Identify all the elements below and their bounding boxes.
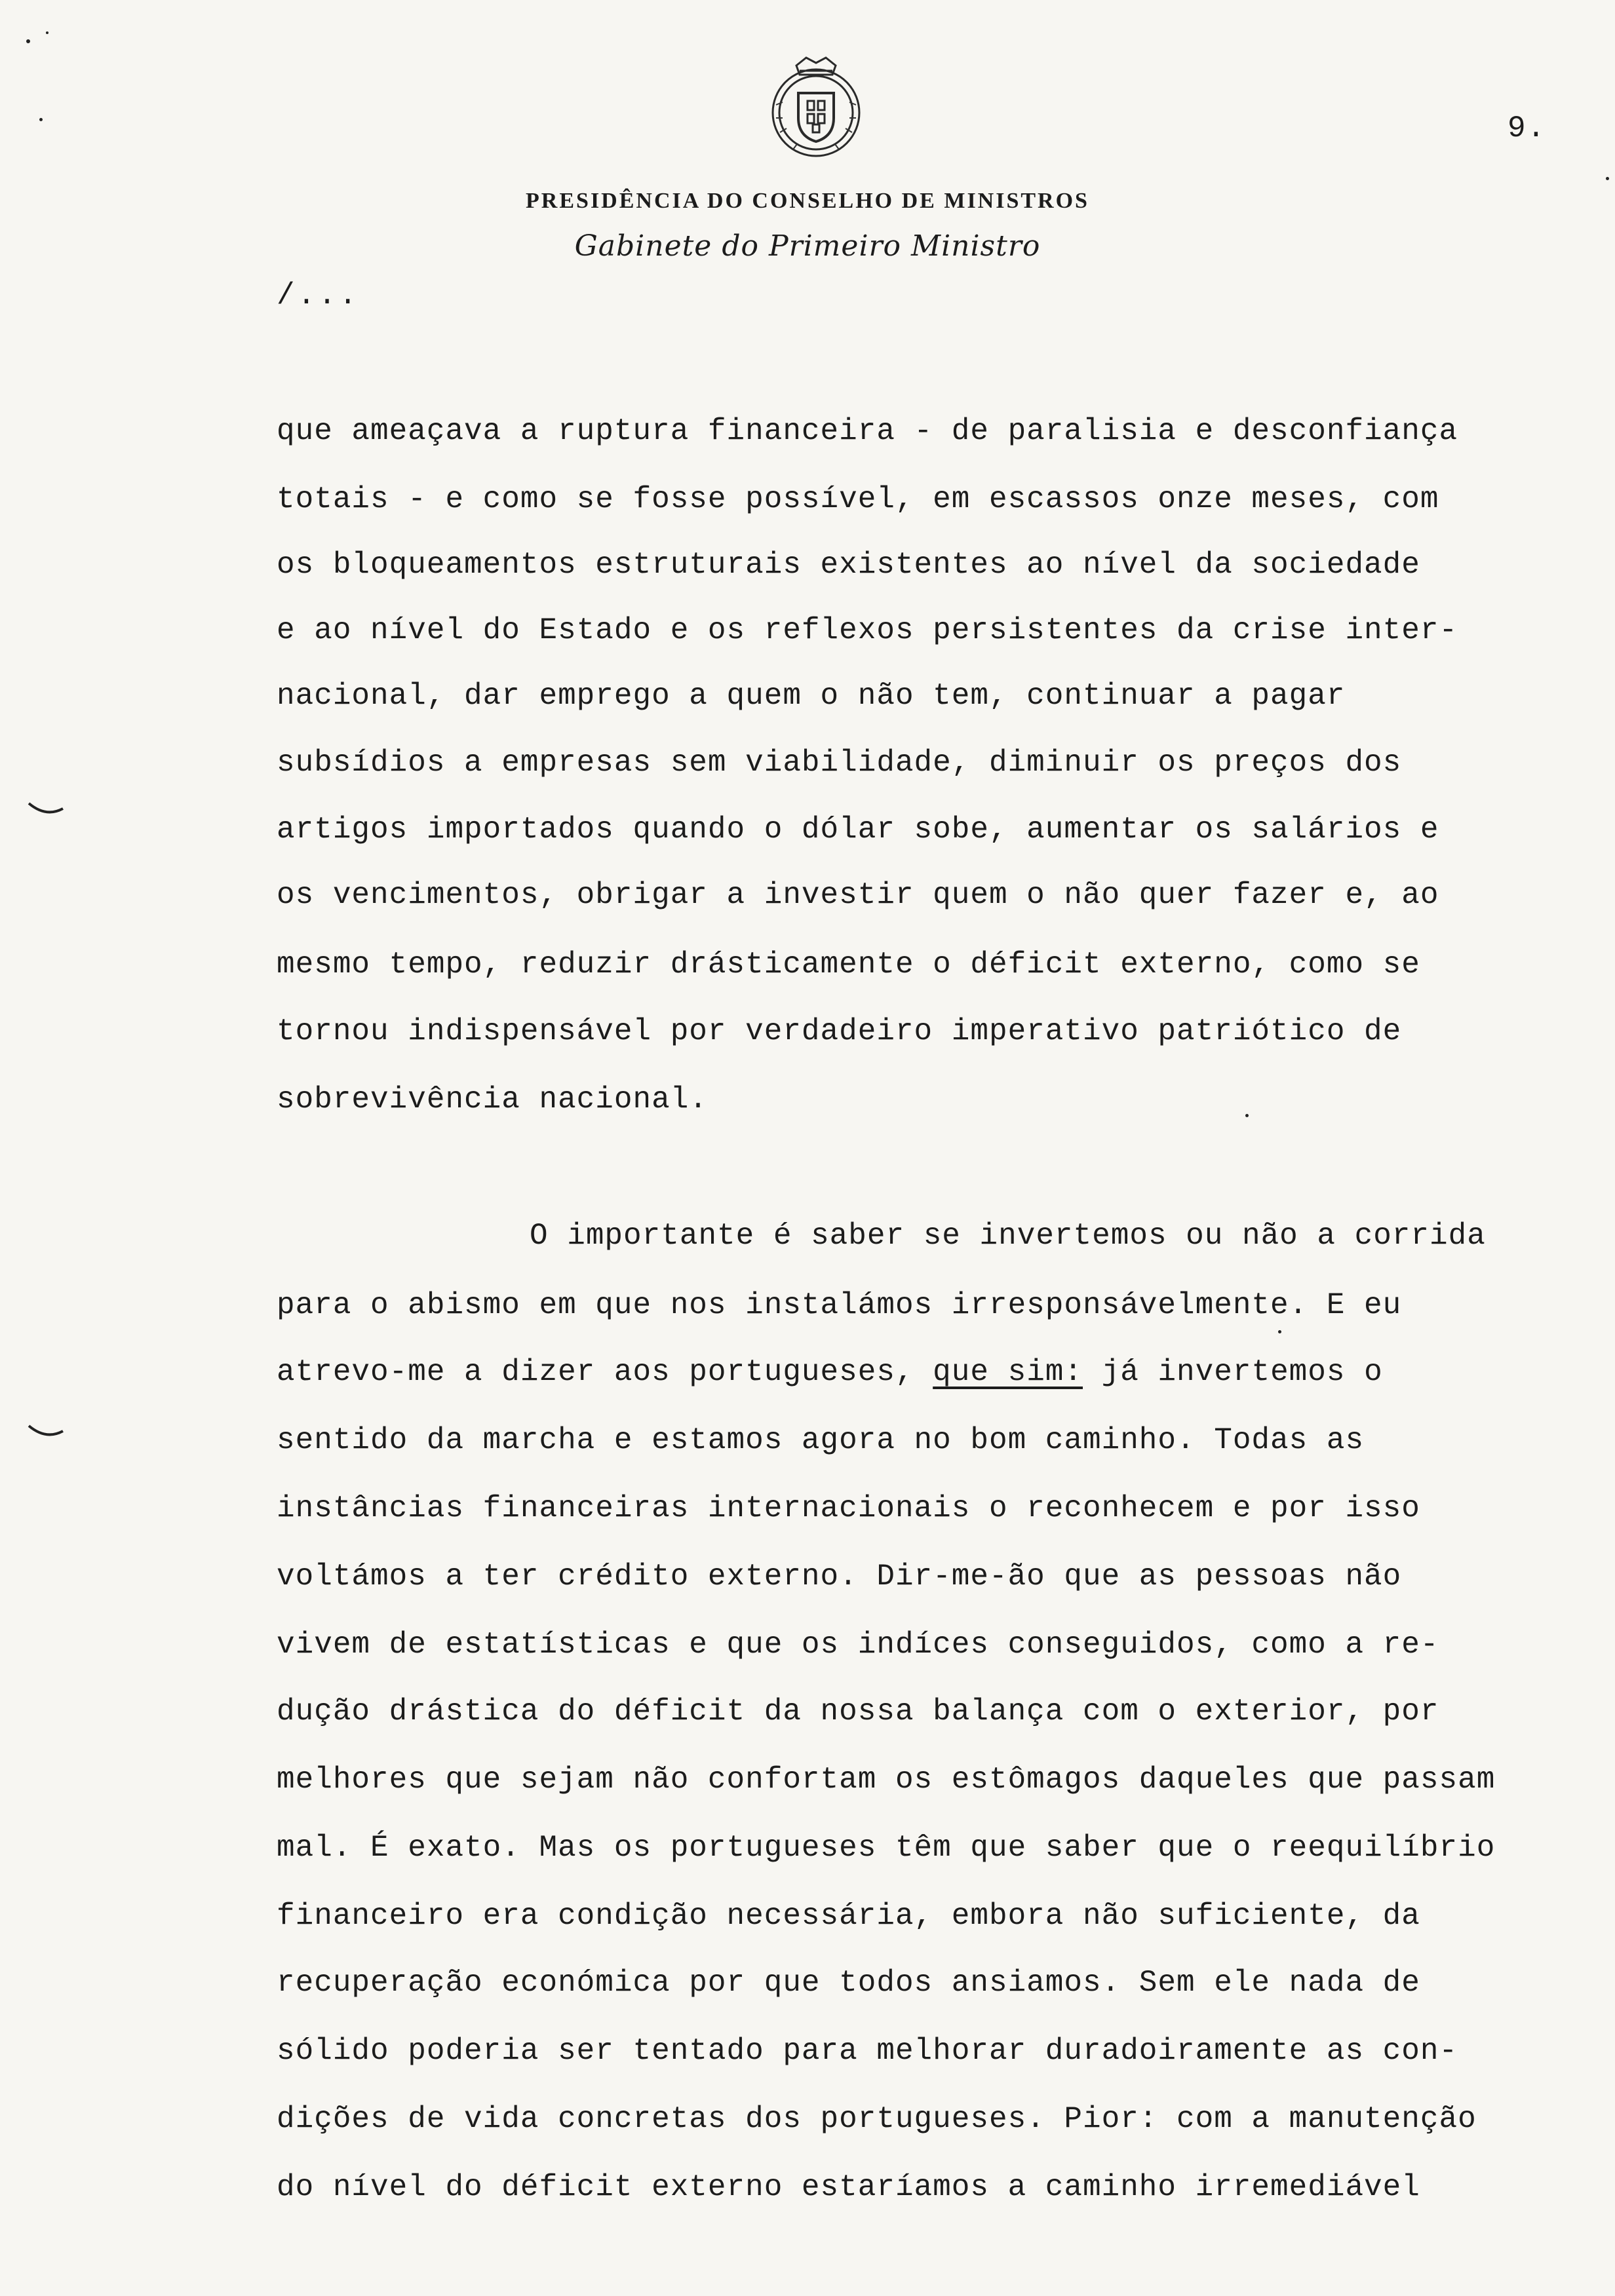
body-line: mesmo tempo, reduzir drásticamente o déficit externo, como se — [277, 947, 1420, 982]
body-line: os vencimentos, obrigar a investir quem o não quer fazer e, ao — [277, 878, 1439, 912]
body-line: para o abismo em que nos instalámos irresponsávelmente. E eu — [277, 1288, 1402, 1322]
body-line: instâncias financeiras internacionais o reconhecem e por isso — [277, 1491, 1420, 1525]
body-text-segment: atrevo-me a dizer aos portugueses, — [277, 1355, 914, 1389]
body-text-segment: já invertemos o — [1101, 1355, 1383, 1389]
body-line: melhores que sejam não confortam os estômagos daqueles que passam — [277, 1763, 1496, 1797]
body-line: do nível do déficit externo estaríamos a caminho irremediável — [277, 2170, 1420, 2204]
body-line: dições de vida concretas dos portugueses. Pior: com a manutenção — [277, 2102, 1477, 2136]
body-line: sólido poderia ser tentado para melhorar duradoiramente as con- — [277, 2034, 1458, 2068]
body-line: dução drástica do déficit da nossa balança com o exterior, por — [277, 1694, 1439, 1729]
body-line: mal. É exato. Mas os portugueses têm que saber que o reequilíbrio — [277, 1831, 1496, 1865]
scan-speck — [39, 118, 43, 121]
body-line: tornou indispensável por verdadeiro imperativo patriótico de — [277, 1014, 1402, 1048]
paragraph-first-line: O importante é saber se invertemos ou não a corrida — [530, 1219, 1486, 1253]
body-line: artigos importados quando o dólar sobe, aumentar os salários e — [277, 813, 1439, 847]
body-line: voltámos a ter crédito externo. Dir-me-ão que as pessoas não — [277, 1559, 1402, 1594]
cabinet-subheading: Gabinete do Primeiro Ministro — [574, 229, 1041, 263]
body-line: sentido da marcha e estamos agora no bom caminho. Todas as — [277, 1423, 1365, 1457]
scan-speck — [1245, 1114, 1249, 1117]
body-line: e ao nível do Estado e os reflexos persistentes da crise inter- — [277, 613, 1458, 647]
scan-speck — [1278, 1330, 1281, 1333]
underlined-emphasis: que sim: — [933, 1355, 1083, 1389]
scan-speck — [26, 39, 30, 43]
page-number: 9. — [1508, 111, 1547, 145]
portuguese-coat-of-arms-icon — [760, 52, 872, 164]
body-line: nacional, dar emprego a quem o não tem, continuar a pagar — [277, 679, 1346, 713]
body-line — [277, 1355, 1383, 1389]
institution-heading: PRESIDÊNCIA DO CONSELHO DE MINISTROS — [526, 189, 1089, 213]
body-line: os bloqueamentos estruturais existentes ao nível da sociedade — [277, 548, 1420, 582]
body-line: financeiro era condição necessária, embora não suficiente, da — [277, 1899, 1420, 1933]
body-line: recuperação económica por que todos ansiamos. Sem ele nada de — [277, 1966, 1420, 2000]
punch-hole-mark — [26, 799, 66, 819]
body-line: sobrevivência nacional. — [277, 1082, 708, 1117]
body-line: que ameaçava a ruptura financeira - de paralisia e desconfiança — [277, 414, 1458, 448]
body-line: vivem de estatísticas e que os indíces conseguidos, como a re- — [277, 1628, 1439, 1662]
body-line: subsídios a empresas sem viabilidade, diminuir os preços dos — [277, 746, 1402, 780]
continuation-mark: /... — [277, 278, 360, 313]
punch-hole-mark — [26, 1422, 66, 1442]
scan-speck — [1606, 177, 1609, 180]
body-line: totais - e como se fosse possível, em escassos onze meses, com — [277, 482, 1439, 516]
scan-speck — [46, 31, 49, 34]
